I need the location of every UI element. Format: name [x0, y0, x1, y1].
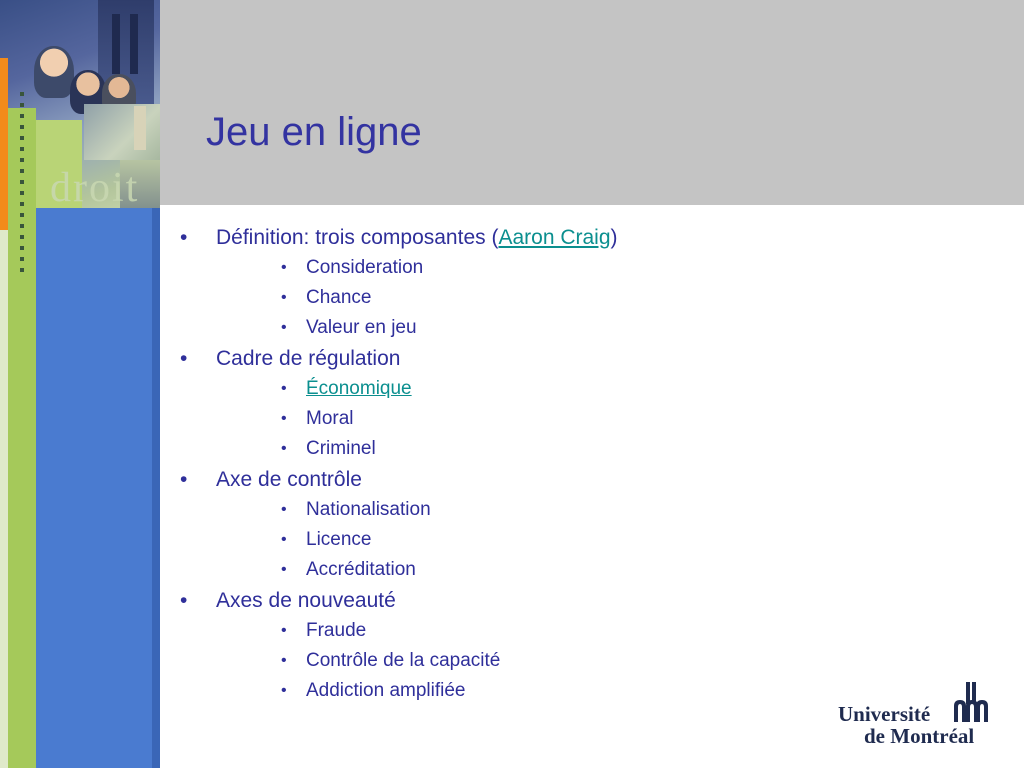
- orange-stripe: [0, 58, 8, 230]
- bullet: •: [281, 561, 287, 578]
- subitem-label: Accréditation: [306, 559, 416, 580]
- bullet: •: [281, 289, 287, 306]
- bullet: •: [281, 440, 287, 457]
- bullet: •: [180, 226, 188, 249]
- section-heading: Axe de contrôle: [216, 468, 362, 491]
- subitem-label: Valeur en jeu: [306, 317, 417, 338]
- logo-line-2: de Montréal: [864, 724, 975, 748]
- list-item: [170, 585, 990, 616]
- bullet: •: [281, 682, 287, 699]
- subitem-label: Chance: [306, 287, 372, 308]
- bullet: •: [281, 380, 287, 397]
- bullet: •: [180, 468, 188, 491]
- bullet: •: [281, 319, 287, 336]
- economique-link[interactable]: Économique: [306, 378, 412, 399]
- bullet: •: [180, 589, 188, 612]
- subitem-label: Fraude: [306, 620, 367, 641]
- subitem-label: Criminel: [306, 438, 376, 459]
- section-label: Définition: trois composantes (: [216, 226, 499, 249]
- list-item: [170, 374, 990, 404]
- list-item: [170, 313, 990, 343]
- subitem-label: Contrôle de la capacité: [306, 650, 501, 671]
- bell-tower-image: [134, 106, 146, 150]
- bullet: •: [281, 259, 287, 276]
- bullet: •: [281, 622, 287, 639]
- title-band: [160, 0, 1024, 205]
- list-item: [170, 222, 990, 253]
- blue-stripe: [36, 208, 160, 768]
- logo-line-1: Université: [838, 702, 931, 726]
- list-item: [170, 343, 990, 374]
- page-title: Jeu en ligne: [206, 110, 422, 154]
- bullet: •: [281, 501, 287, 518]
- list-item: [170, 555, 990, 585]
- slide-content: [170, 222, 990, 706]
- universite-de-montreal-logo: [838, 682, 994, 748]
- list-item: [170, 616, 990, 646]
- decorative-side-panel: [0, 0, 160, 768]
- subitem-label: Nationalisation: [306, 499, 431, 520]
- subitem-label: Moral: [306, 408, 354, 429]
- list-item: [170, 283, 990, 313]
- udem-emblem-icon: [952, 682, 990, 722]
- dotted-line: [20, 92, 24, 272]
- droit-watermark: droit: [50, 165, 140, 211]
- section-label-suffix: ): [610, 226, 618, 249]
- list-item: [170, 646, 990, 676]
- list-item: [170, 495, 990, 525]
- section-heading: [216, 222, 618, 253]
- bullet: •: [281, 652, 287, 669]
- list-item: [170, 404, 990, 434]
- bullet: •: [281, 410, 287, 427]
- subitem-label: Addiction amplifiée: [306, 680, 466, 701]
- bullet: •: [180, 347, 188, 370]
- aaron-craig-link[interactable]: Aaron Craig: [498, 226, 611, 249]
- list-item: [170, 464, 990, 495]
- list-item: [170, 525, 990, 555]
- subitem-label: Licence: [306, 529, 372, 550]
- list-item: [170, 434, 990, 464]
- tower-window: [112, 14, 120, 74]
- tower-window: [130, 14, 138, 74]
- student-photo: [34, 46, 74, 98]
- subitem-label: Consideration: [306, 257, 424, 278]
- campus-photo: [84, 104, 160, 160]
- section-heading: Cadre de régulation: [216, 347, 401, 370]
- list-item: [170, 253, 990, 283]
- bullet: •: [281, 531, 287, 548]
- blue-stripe-edge: [152, 208, 160, 768]
- section-heading: Axes de nouveauté: [216, 589, 396, 612]
